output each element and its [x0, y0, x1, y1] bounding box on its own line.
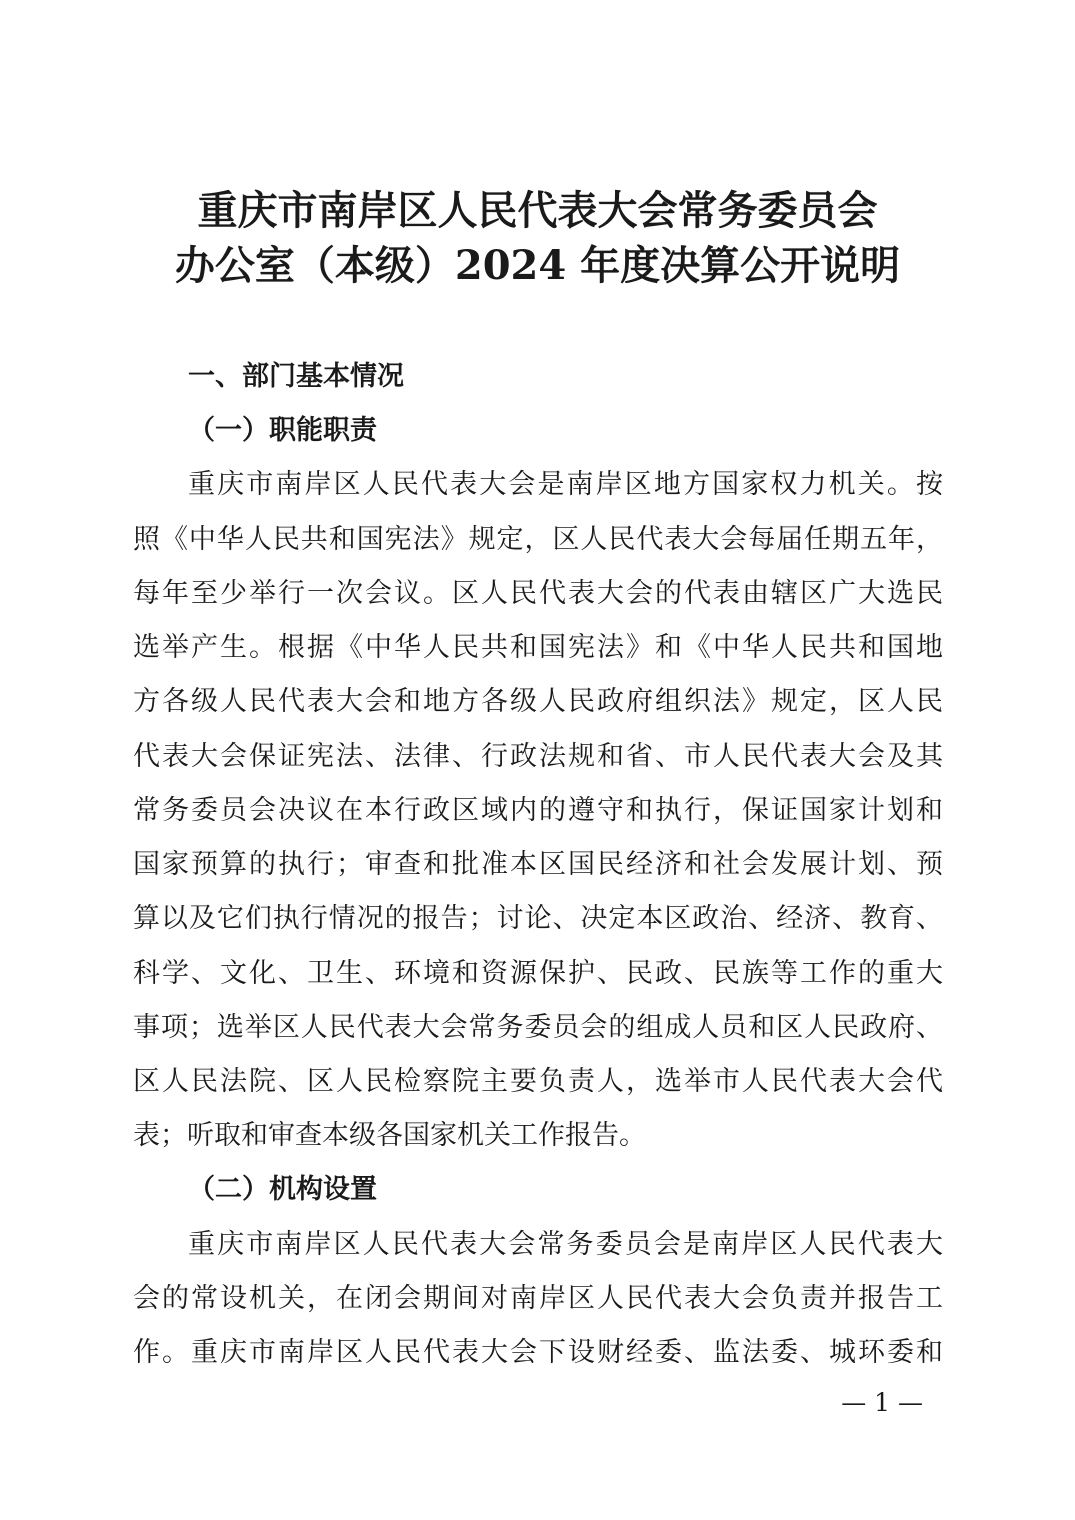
paragraph-line: 照《中华人民共和国宪法》规定，区人民代表大会每届任期五年， [133, 524, 943, 555]
paragraph-line: 区人民法院、区人民检察院主要负责人，选举市人民代表大会代 [133, 1066, 943, 1097]
page-number: — 1 — [841, 1388, 923, 1417]
paragraph-line: 重庆市南岸区人民代表大会是南岸区地方国家权力机关。按 [188, 469, 943, 500]
paragraph-line: 算以及它们执行情况的报告；讨论、决定本区政治、经济、教育、 [133, 903, 943, 934]
paragraph-line: 科学、文化、卫生、环境和资源保护、民政、民族等工作的重大 [133, 958, 943, 989]
section-heading-basic-info: 一、部门基本情况 [188, 361, 404, 392]
paragraph-line: 代表大会保证宪法、法律、行政法规和省、市人民代表大会及其 [133, 741, 943, 772]
paragraph-line: 表；听取和审查本级各国家机关工作报告。 [133, 1120, 646, 1151]
paragraph-line: 方各级人民代表大会和地方各级人民政府组织法》规定，区人民 [133, 686, 943, 717]
paragraph-line: 常务委员会决议在本行政区域内的遵守和执行，保证国家计划和 [133, 795, 943, 826]
paragraph-line: 国家预算的执行；审查和批准本区国民经济和社会发展计划、预 [133, 849, 943, 880]
paragraph-line: 重庆市南岸区人民代表大会常务委员会是南岸区人民代表大 [188, 1229, 943, 1260]
paragraph-line: 每年至少举行一次会议。区人民代表大会的代表由辖区广大选民 [133, 578, 943, 609]
subsection-heading-duties: （一）职能职责 [188, 415, 377, 446]
subsection-heading-organization: （二）机构设置 [188, 1174, 377, 1205]
paragraph-line: 选举产生。根据《中华人民共和国宪法》和《中华人民共和国地 [133, 632, 943, 663]
document-title-line-1: 重庆市南岸区人民代表大会常务委员会 [197, 187, 878, 234]
document-title-line-2: 办公室（本级）2024 年度决算公开说明 [174, 242, 901, 289]
paragraph-line: 会的常设机关，在闭会期间对南岸区人民代表大会负责并报告工 [133, 1283, 943, 1314]
paragraph-line: 事项；选举区人民代表大会常务委员会的组成人员和区人民政府、 [133, 1012, 943, 1043]
paragraph-line: 作。重庆市南岸区人民代表大会下设财经委、监法委、城环委和 [133, 1337, 943, 1368]
